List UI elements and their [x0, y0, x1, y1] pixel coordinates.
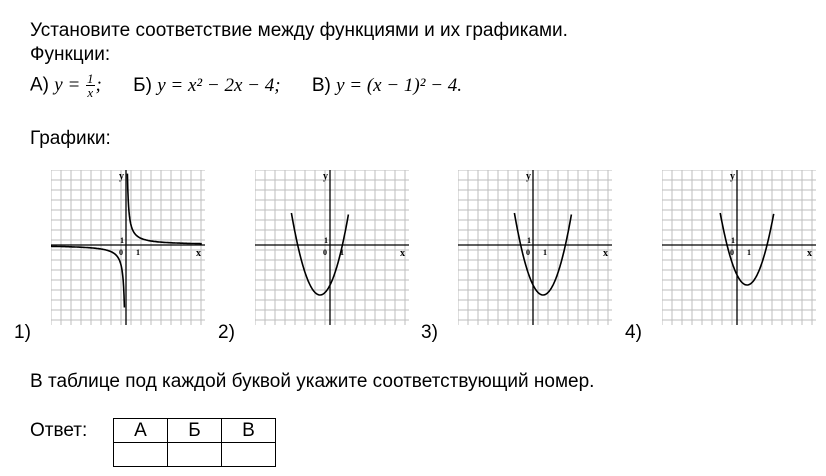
fraction: $\frac{1}{x}$	[87, 71, 94, 100]
x-axis-label: x	[603, 248, 608, 259]
graph-number-2: 2)	[218, 322, 235, 343]
functions-label: Функции:	[30, 44, 111, 65]
unit-x-label: 1	[340, 248, 344, 257]
answer-cell-a[interactable]	[114, 443, 168, 467]
parabola-curve	[291, 213, 348, 295]
functions-list	[30, 72, 488, 99]
answer-label: Ответ:	[30, 420, 88, 441]
graph-4	[662, 170, 816, 325]
answer-header-b: Б	[168, 419, 222, 443]
x-axis-label: x	[196, 248, 201, 259]
origin-label: 0	[730, 248, 734, 257]
graph-1	[51, 170, 205, 325]
graph-number-1: 1)	[14, 322, 31, 343]
function-b: Б) y = x² − 2x − 4;	[133, 74, 281, 96]
graph-number-4: 4)	[625, 322, 642, 343]
unit-y-label: 1	[324, 236, 328, 245]
graph-3	[458, 170, 612, 325]
unit-y-label: 1	[527, 236, 531, 245]
unit-y-label: 1	[120, 236, 124, 245]
y-axis-label: y	[526, 171, 531, 182]
y-axis-label: y	[119, 171, 124, 182]
y-axis-label: y	[730, 171, 735, 182]
unit-x-label: 1	[543, 248, 547, 257]
origin-label: 0	[323, 248, 327, 257]
answer-header-a: А	[114, 419, 168, 443]
origin-label: 0	[526, 248, 530, 257]
unit-x-label: 1	[136, 248, 140, 257]
x-axis-label: x	[400, 248, 405, 259]
answer-cell-b[interactable]	[168, 443, 222, 467]
unit-x-label: 1	[747, 248, 751, 257]
x-axis-label: x	[807, 248, 812, 259]
graph-2	[255, 170, 409, 325]
origin-label: 0	[119, 248, 123, 257]
y-axis-label: y	[323, 171, 328, 182]
task-instruction: Установите соответствие между функциями и их графиками.	[30, 20, 568, 41]
hyperbola-branch-left	[51, 246, 124, 307]
table-instruction: В таблице под каждой буквой укажите соответствующий номер.	[30, 371, 595, 392]
answer-table	[113, 418, 276, 467]
graphs-label: Графики:	[30, 128, 111, 149]
answer-header-v: В	[222, 419, 276, 443]
function-v: В) y = (x − 1)² − 4.	[311, 74, 463, 96]
graph-number-3: 3)	[421, 322, 438, 343]
answer-cell-v[interactable]	[222, 443, 276, 467]
function-a: А) y = $\frac{1}{x}$ ;	[30, 71, 102, 100]
unit-y-label: 1	[731, 236, 735, 245]
